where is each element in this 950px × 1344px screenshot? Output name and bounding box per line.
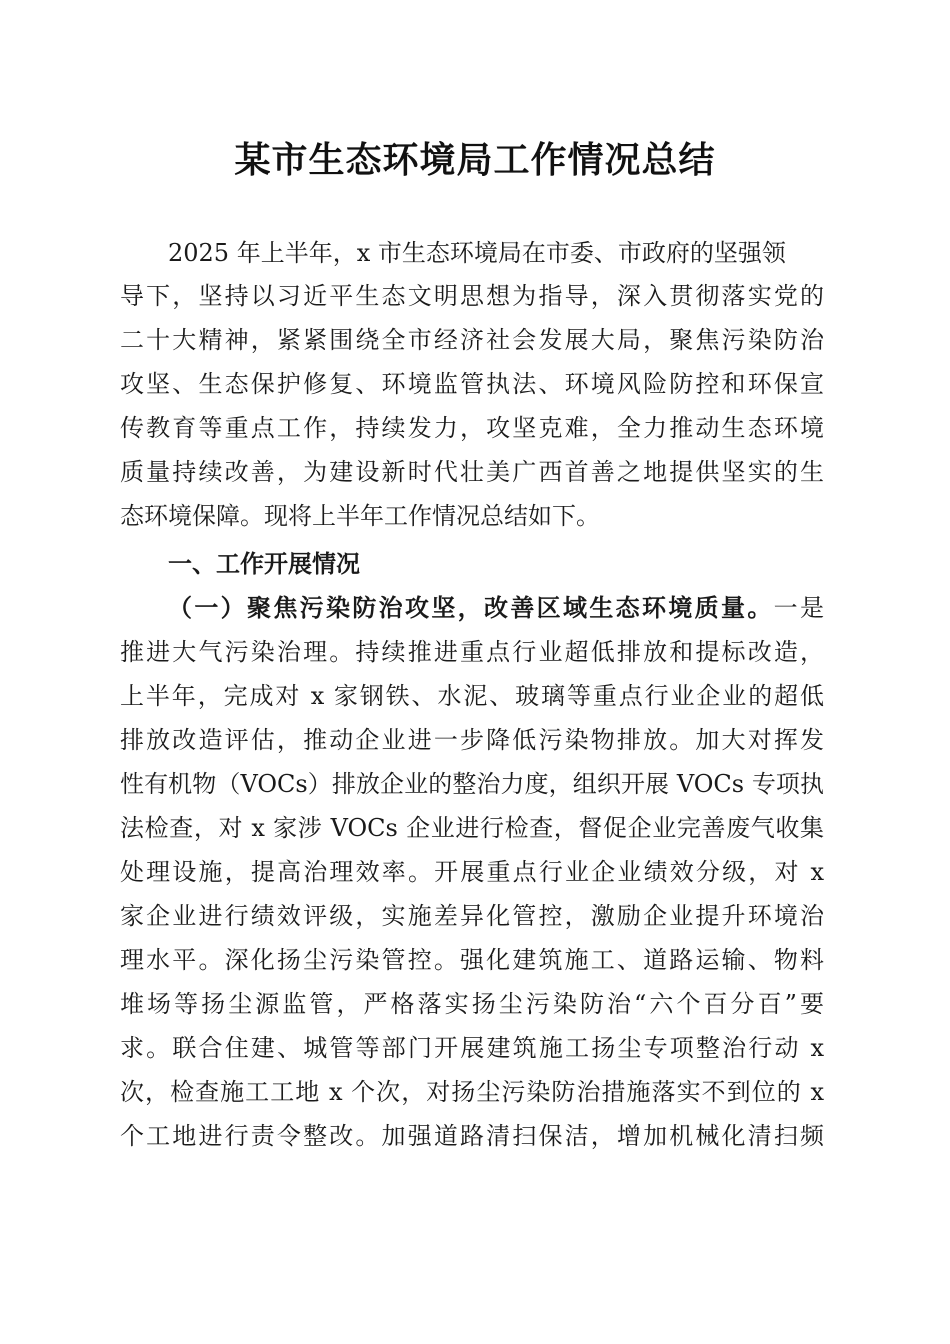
body-line: 理水平。深化扬尘污染管控。强化建筑施工、道路运输、物料 bbox=[120, 946, 824, 974]
body-line: 处理设施，提高治理效率。开展重点行业企业绩效分级，对 x bbox=[120, 858, 824, 886]
body-line: 求。联合住建、城管等部门开展建筑施工扬尘专项整治行动 x bbox=[120, 1034, 824, 1062]
intro-line: 2025 年上半年，x 市生态环境局在市委、市政府的坚强领 bbox=[168, 239, 786, 267]
body-line: 法检查，对 x 家涉 VOCs 企业进行检查，督促企业完善废气收集 bbox=[120, 814, 824, 842]
body-line: 排放改造评估，推动企业进一步降低污染物排放。加大对挥发 bbox=[120, 726, 824, 754]
intro-line: 二十大精神，紧紧围绕全市经济社会发展大局，聚焦污染防治 bbox=[120, 326, 824, 354]
body-line: 次，检查施工工地 x 个次，对扬尘污染防治措施落实不到位的 x bbox=[120, 1078, 824, 1106]
intro-line: 导下，坚持以习近平生态文明思想为指导，深入贯彻落实党的 bbox=[120, 282, 824, 310]
document-title: 某市生态环境局工作情况总结 bbox=[234, 139, 716, 181]
intro-line: 攻坚、生态保护修复、环境监管执法、环境风险防控和环保宣 bbox=[120, 370, 824, 398]
subsection-heading: （一）聚焦污染防治攻坚，改善区域生态环境质量。 bbox=[168, 593, 774, 622]
subsection-first-line bbox=[168, 592, 824, 624]
intro-line: 质量持续改善，为建设新时代壮美广西首善之地提供坚实的生 bbox=[120, 458, 824, 486]
body-line: 堆场等扬尘源监管，严格落实扬尘污染防治“六个百分百”要 bbox=[120, 990, 824, 1018]
intro-line: 传教育等重点工作，持续发力，攻坚克难，全力推动生态环境 bbox=[120, 414, 824, 442]
body-line: 个工地进行责令整改。加强道路清扫保洁，增加机械化清扫频 bbox=[120, 1122, 824, 1150]
body-line: 上半年，完成对 x 家钢铁、水泥、玻璃等重点行业企业的超低 bbox=[120, 682, 824, 710]
section-heading: 一、工作开展情况 bbox=[168, 550, 360, 578]
body-line: 家企业进行绩效评级，实施差异化管控，激励企业提升环境治 bbox=[120, 902, 824, 930]
subsection-first-line-rest: 一是 bbox=[773, 594, 825, 622]
body-line: 推进大气污染治理。持续推进重点行业超低排放和提标改造， bbox=[120, 638, 824, 666]
body-line: 性有机物（VOCs）排放企业的整治力度，组织开展 VOCs 专项执 bbox=[120, 770, 824, 798]
intro-line: 态环境保障。现将上半年工作情况总结如下。 bbox=[120, 502, 600, 530]
